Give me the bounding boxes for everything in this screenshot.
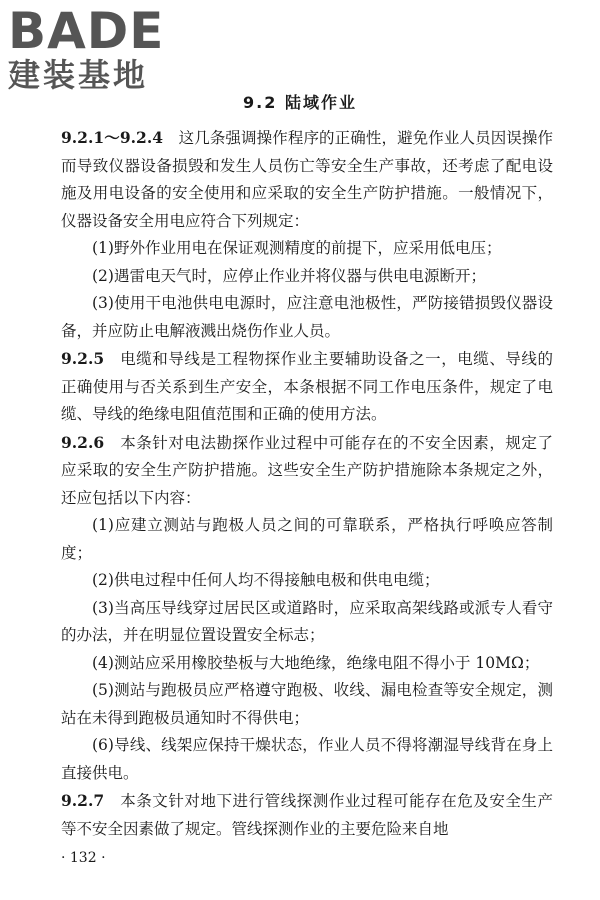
list-item: (1)野外作业用电在保证观测精度的前提下，应采用低电压； (92, 239, 502, 257)
clause-number: 9.2.5 (61, 349, 105, 368)
clause-number: 9.2.7 (61, 791, 105, 810)
clause-text: 本条文针对地下进行管线探测作业过程可能存在危及安全生产等不安全因素做了规定。管线探测作业的主要危险来自地 (61, 792, 553, 838)
list-item: (3)使用干电池供电电源时，应注意电池极性，严防接错损毁仪器设备，并应防止电解液溅出烧伤作业人员。 (61, 294, 553, 340)
list-item: (6)导线、线架应保持干燥状态，作业人员不得将潮湿导线背在身上直接供电。 (61, 736, 553, 782)
clause-9-2-6 (61, 429, 553, 513)
list-item: (2)供电过程中任何人均不得接触电极和供电电缆； (92, 571, 440, 589)
list-item: (5)测站与跑极员应严格遵守跑极、收线、漏电检查等安全规定，测站在未得到跑极员通知时不得供电； (61, 681, 553, 727)
clause-9-2-7 (61, 787, 553, 843)
clause-text: 本条针对电法勘探作业过程中可能存在的不安全因素，规定了应采取的安全生产防护措施。这些安全生产防护措施除本条规定之外，还应包括以下内容： (61, 433, 553, 507)
clause-text: 这几条强调操作程序的正确性，避免作业人员因误操作而导致仪器设备损毁和发生人员伤亡等安全生产事故，还考虑了配电设施及用电设备的安全使用和应采取的安全生产防护措施。一般情况下，仪器设备安全用电应符合下列规定： (61, 129, 553, 230)
list-item: (4)测站应采用橡胶垫板与大地绝缘，绝缘电阻不得小于 10MΩ； (92, 653, 540, 672)
clause-number: 9.2.6 (61, 432, 105, 452)
logo-brand: BADE (8, 2, 165, 60)
logo-subtitle: 建装基地 (8, 56, 149, 94)
section-title: 9.2 陆域作业 (243, 93, 357, 112)
page-number: · 132 · (61, 850, 106, 866)
clause-9-2-5 (61, 345, 553, 429)
clause-number: 9.2.1～9.2.4 (61, 128, 164, 147)
list-item: (3)当高压导线穿过居民区或道路时，应采取高架线路或派专人看守的办法，并在明显位置设置安全标志； (61, 598, 553, 644)
clause-9-2-1 (61, 124, 553, 235)
list-item: (2)遇雷电天气时，应停止作业并将仪器与供电电源断开； (92, 266, 486, 285)
body-text (61, 124, 553, 843)
logo (8, 4, 178, 92)
list-item: (1)应建立测站与跑极人员之间的可靠联系，严格执行呼唤应答制度； (61, 516, 553, 562)
clause-text: 电缆和导线是工程物探作业主要辅助设备之一，电缆、导线的正确使用与否关系到生产安全，本条根据不同工作电压条件，规定了电缆、导线的绝缘电阻值范围和正确的使用方法。 (61, 350, 553, 423)
